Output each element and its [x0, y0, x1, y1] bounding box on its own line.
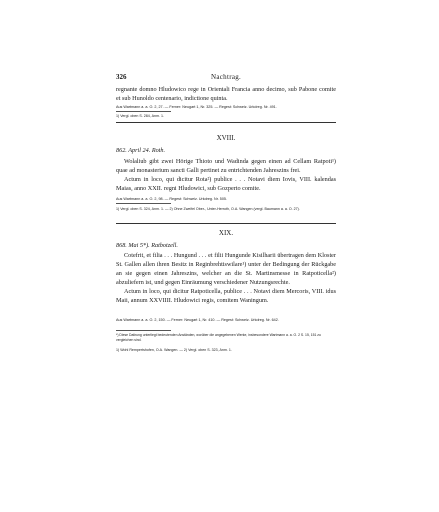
section-date: 862. April 24.: [116, 147, 151, 154]
top-paragraph-block: [116, 85, 336, 103]
page-number: 326: [116, 73, 127, 81]
section-divider: [116, 122, 336, 123]
footnote-divider: [116, 203, 171, 204]
section-numeral: XIX.: [218, 229, 234, 237]
running-title: Nachtrag.: [211, 73, 242, 81]
section-place: Roth.: [151, 147, 166, 154]
section-body: [116, 251, 336, 305]
top-source-block: [116, 104, 336, 110]
section-paragraph: Actum in loco, qui dicitur Ratpoticella, publice . . . Notavi diem Mercoris, VIII. idus Maii, annum XXVIIII. Hludowici regis, comitem Waningum.: [116, 288, 336, 304]
section-numeral: XVIII.: [216, 134, 236, 142]
top-footnote: 1) Vergl. oben S. 284, Anm. 1.: [116, 114, 164, 118]
section-paragraph: Wolaliub gibt zwei Hörige Thioto und Wadinda gegen einen ad Cellam Ratpoti¹) quae ad monasterium sancti Galli pertinet zu entrichtenden Jahreszins frei.: [116, 158, 336, 174]
section-note: *) Diese Datirung unterliegt bedeutenden Anständen, worüber die angegebenen Werke, insbesondere Wartmann a. a. O. 2 S. 15, 151 zu vergleichen sind.: [116, 333, 321, 342]
section-footnote: 1) Wohl Rempertshofen, O.A. Wangen. — 2) Vergl. oben S. 323, Anm. 1.: [116, 348, 232, 352]
top-source: Aus Wartmann a. a. O. 2, 27. — Ferner: Neugart 1, Nr. 325. — Regest: Schweiz. Urkdreg. Nr. 491.: [116, 105, 277, 109]
page-header: [116, 73, 336, 83]
footnote-divider: [116, 330, 171, 331]
section-source: Aus Wartmann a. a. O. 2, 98. — Regest: Schweiz. Urkdreg. Nr. 505.: [116, 197, 227, 201]
section-note-block: [116, 333, 336, 343]
section-footnote-block: [116, 347, 336, 353]
top-paragraph: regnante domno Hludowico rege in Orientali Francia anno decimo, sub Pabone comite et sub Hunoldo centenario, indictione quinta.: [116, 86, 336, 102]
section-source-block: [116, 196, 336, 202]
section-source: Aus Wartmann a. a. O. 2, 150. — Ferner: Neugart 1, Nr. 410. — Regest: Schweiz. Urkdreg. Nr. 642.: [116, 318, 279, 322]
section-paragraph: Actum in loco, qui dicitur Rota²) publice . . . Notavi diem Iovis, VIII. kalendas Maias, anno XXII. regni Hludowici, sub Gozperto comite.: [116, 176, 336, 192]
section-footnote-block: [116, 206, 336, 212]
section-divider: [116, 223, 336, 224]
section-body: [116, 157, 336, 193]
section-source-block: [116, 317, 336, 323]
section-paragraph: Cotefrit, et filia . . . Hungund . . . et filii Hungunde Kisilharii übertragen dem Kloster St. Gallen allen ihren Besitz in Reginbrehtiswilare¹) unter der Bedingung der Rückgabe an sie gegen einen Jahreszins, welcher an die St. Martinsmesse in Ratpoticella²) abzuliefern ist, und gegen Einräumung verschiedener Nutzungsrechte.: [116, 252, 336, 286]
footnote-divider: [116, 111, 171, 112]
section-place: Ratbotzell.: [151, 242, 178, 249]
section-date: 868. Mai 5*).: [116, 242, 150, 249]
section-dateline: [116, 241, 336, 250]
section-dateline: [116, 146, 336, 155]
top-footnote-block: [116, 113, 336, 119]
section-footnote: 1) Vergl. oben S. 324, Anm. 1. — 2) Ohne Zweifel Ober-, Unter-Herroth, O.A. Wangen (vergl. Baumann a. a. O. 27).: [116, 207, 300, 211]
